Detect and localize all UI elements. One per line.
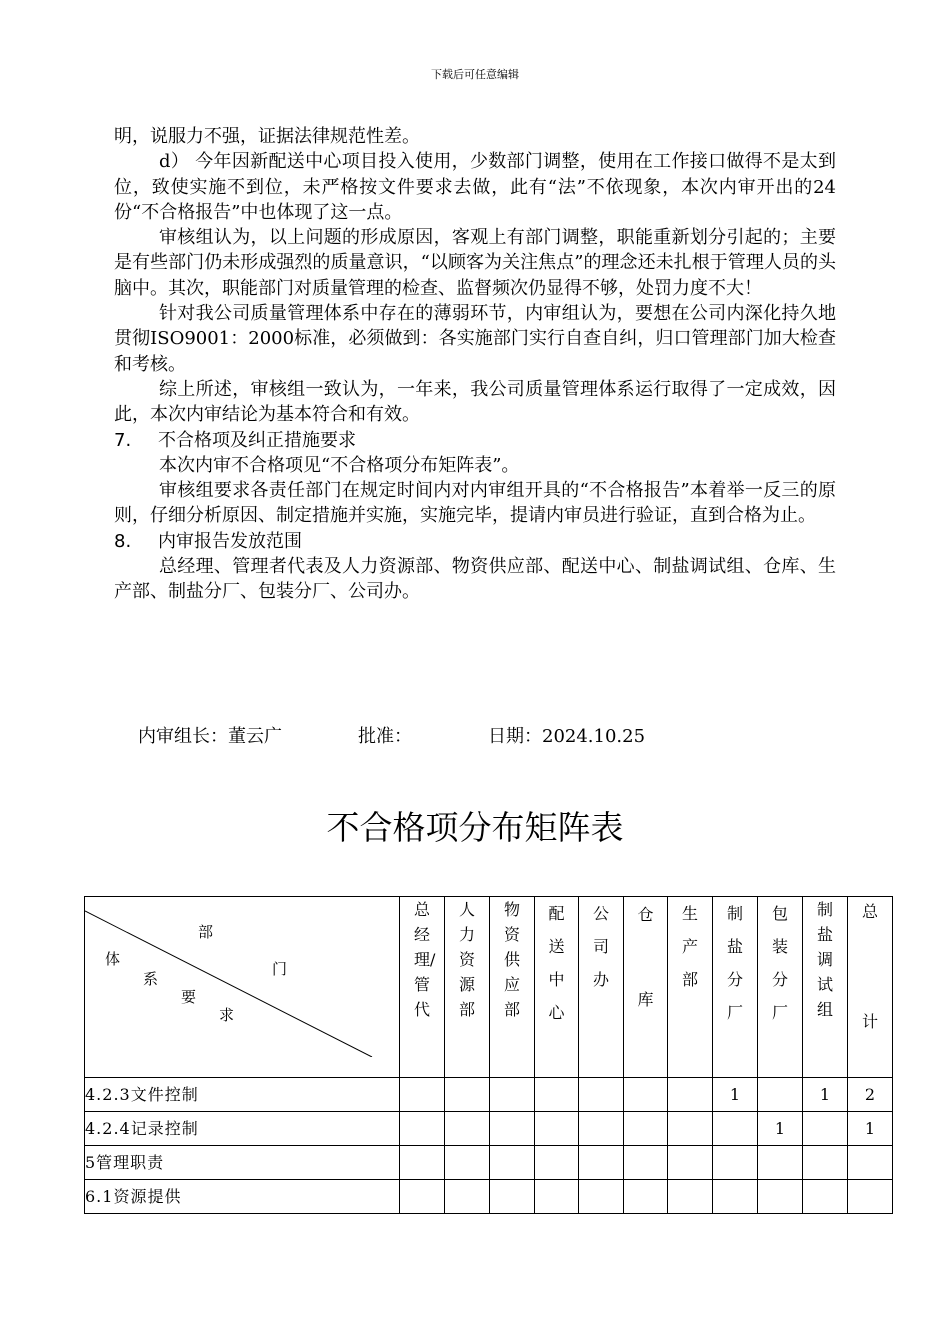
row-label: 4.2.3文件控制 bbox=[85, 1078, 400, 1112]
column-header: 人力资源部 bbox=[445, 897, 490, 1078]
table-cell bbox=[668, 1146, 713, 1180]
table-cell bbox=[803, 1112, 848, 1146]
column-header: 物资供应部 bbox=[490, 897, 535, 1078]
table-cell bbox=[624, 1180, 668, 1214]
table-cell bbox=[848, 1146, 893, 1180]
table-cell: 2 bbox=[848, 1078, 893, 1112]
report-date: 日期：2024.10.25 bbox=[488, 726, 646, 747]
paragraph: 综上所述，审核组一致认为，一年来，我公司质量管理体系运行取得了一定成效，因此，本次内审结论为基本符合和有效。 bbox=[114, 378, 836, 426]
table-cell bbox=[490, 1078, 535, 1112]
table-cell bbox=[445, 1146, 490, 1180]
page-header-note: 下载后可任意编辑 bbox=[431, 68, 519, 81]
table-header-row bbox=[85, 897, 893, 1078]
row-label: 5管理职责 bbox=[85, 1146, 400, 1180]
table-cell bbox=[758, 1146, 803, 1180]
table-cell bbox=[400, 1180, 445, 1214]
paragraph: 审核组要求各责任部门在规定时间内对内审组开具的“不合格报告”本着举一反三的原则，仔细分析原因、制定措施并实施，实施完毕，提请内审员进行验证，直到合格为止。 bbox=[114, 480, 836, 527]
table-cell bbox=[400, 1146, 445, 1180]
table-cell bbox=[848, 1180, 893, 1214]
section-title: 不合格项及纠正措施要求 bbox=[158, 429, 356, 451]
paragraph: d） 今年因新配送中心项目投入使用，少数部门调整，使用在工作接口做得不是太到位，致使实施不到位，未严格按文件要求去做，此有“法”不依现象，本次内审开出的24份“不合格报告”中也体现了这一点。 bbox=[114, 151, 836, 223]
table-cell bbox=[445, 1112, 490, 1146]
row-label: 4.2.4记录控制 bbox=[85, 1112, 400, 1146]
column-header: 包装分厂 bbox=[758, 897, 803, 1078]
table-cell bbox=[579, 1146, 624, 1180]
nonconformity-matrix-table bbox=[84, 896, 893, 1214]
column-header: 配送中心 bbox=[535, 897, 579, 1078]
section-title: 内审报告发放范围 bbox=[158, 530, 302, 552]
table-cell: 1 bbox=[848, 1112, 893, 1146]
paragraph: 本次内审不合格项见“不合格项分布矩阵表”。 bbox=[159, 454, 520, 476]
paragraph: 总经理、管理者代表及人力资源部、物资供应部、配送中心、制盐调试组、仓库、生产部、制盐分厂、包装分厂、公司办。 bbox=[114, 556, 836, 603]
table-cell bbox=[445, 1078, 490, 1112]
column-header: 生产部 bbox=[668, 897, 713, 1078]
column-header: 总经理/管代 bbox=[400, 897, 445, 1078]
diagonal-line bbox=[85, 897, 400, 1057]
section-number: 8. bbox=[114, 530, 132, 552]
audit-leader: 内审组长：董云广 bbox=[138, 726, 282, 747]
table-cell bbox=[579, 1180, 624, 1214]
header-dept-char: 门 bbox=[272, 960, 288, 978]
column-header: 制盐分厂 bbox=[713, 897, 758, 1078]
paragraph: 针对我公司质量管理体系中存在的薄弱环节，内审组认为，要想在公司内深化持久地贯彻ISO9001：2000标准，必须做到：各实施部门实行自查自纠，归口管理部门加大检查和考核。 bbox=[114, 303, 836, 375]
row-label: 6.1资源提供 bbox=[85, 1180, 400, 1214]
table-cell bbox=[445, 1180, 490, 1214]
table-cell bbox=[535, 1078, 579, 1112]
table-row bbox=[85, 1146, 893, 1180]
table-cell bbox=[668, 1180, 713, 1214]
table-row bbox=[85, 1180, 893, 1214]
table-row bbox=[85, 1078, 893, 1112]
table-cell bbox=[668, 1078, 713, 1112]
table-cell bbox=[535, 1112, 579, 1146]
table-cell bbox=[803, 1180, 848, 1214]
table-cell bbox=[668, 1112, 713, 1146]
table-cell bbox=[535, 1146, 579, 1180]
diagonal-header-cell bbox=[85, 897, 400, 1078]
table-cell bbox=[490, 1112, 535, 1146]
table-cell bbox=[624, 1146, 668, 1180]
header-system-char: 体 bbox=[105, 950, 121, 968]
table-cell bbox=[713, 1146, 758, 1180]
table-cell bbox=[535, 1180, 579, 1214]
column-header: 公司办 bbox=[579, 897, 624, 1078]
table-cell bbox=[400, 1078, 445, 1112]
table-cell: 1 bbox=[758, 1112, 803, 1146]
paragraph: 审核组认为，以上问题的形成原因，客观上有部门调整，职能重新划分引起的；主要是有些部门仍未形成强烈的质量意识，“以顾客为关注焦点”的理念还未扎根于管理人员的头脑中。其次，职能部门对质量管理的检查、监督频次仍显得不够，处罚力度不大！ bbox=[114, 227, 836, 299]
table-cell bbox=[490, 1180, 535, 1214]
table-cell: 1 bbox=[803, 1078, 848, 1112]
table-cell bbox=[758, 1180, 803, 1214]
table-cell bbox=[490, 1146, 535, 1180]
table-cell bbox=[400, 1112, 445, 1146]
table-cell bbox=[579, 1112, 624, 1146]
column-header: 总计 bbox=[848, 897, 893, 1078]
header-system-char: 求 bbox=[219, 1006, 235, 1024]
table-cell: 1 bbox=[713, 1078, 758, 1112]
paragraph: 明，说服力不强，证据法律规范性差。 bbox=[114, 126, 420, 147]
table-cell bbox=[713, 1112, 758, 1146]
column-header: 仓库 bbox=[624, 897, 668, 1078]
header-system-char: 系 bbox=[143, 970, 159, 988]
table-cell bbox=[579, 1078, 624, 1112]
column-header: 制盐调试组 bbox=[803, 897, 848, 1078]
header-system-char: 要 bbox=[181, 988, 197, 1006]
table-title: 不合格项分布矩阵表 bbox=[326, 808, 624, 847]
table-cell bbox=[624, 1078, 668, 1112]
section-number: 7. bbox=[114, 429, 132, 451]
table-row bbox=[85, 1112, 893, 1146]
table-cell bbox=[713, 1180, 758, 1214]
table-cell bbox=[803, 1146, 848, 1180]
section-7-heading bbox=[114, 428, 836, 453]
section-8-heading bbox=[114, 529, 836, 554]
header-dept-char: 部 bbox=[198, 923, 214, 941]
table-cell bbox=[758, 1078, 803, 1112]
table-cell bbox=[624, 1112, 668, 1146]
approval-label: 批准： bbox=[358, 726, 412, 747]
report-body bbox=[114, 124, 836, 605]
